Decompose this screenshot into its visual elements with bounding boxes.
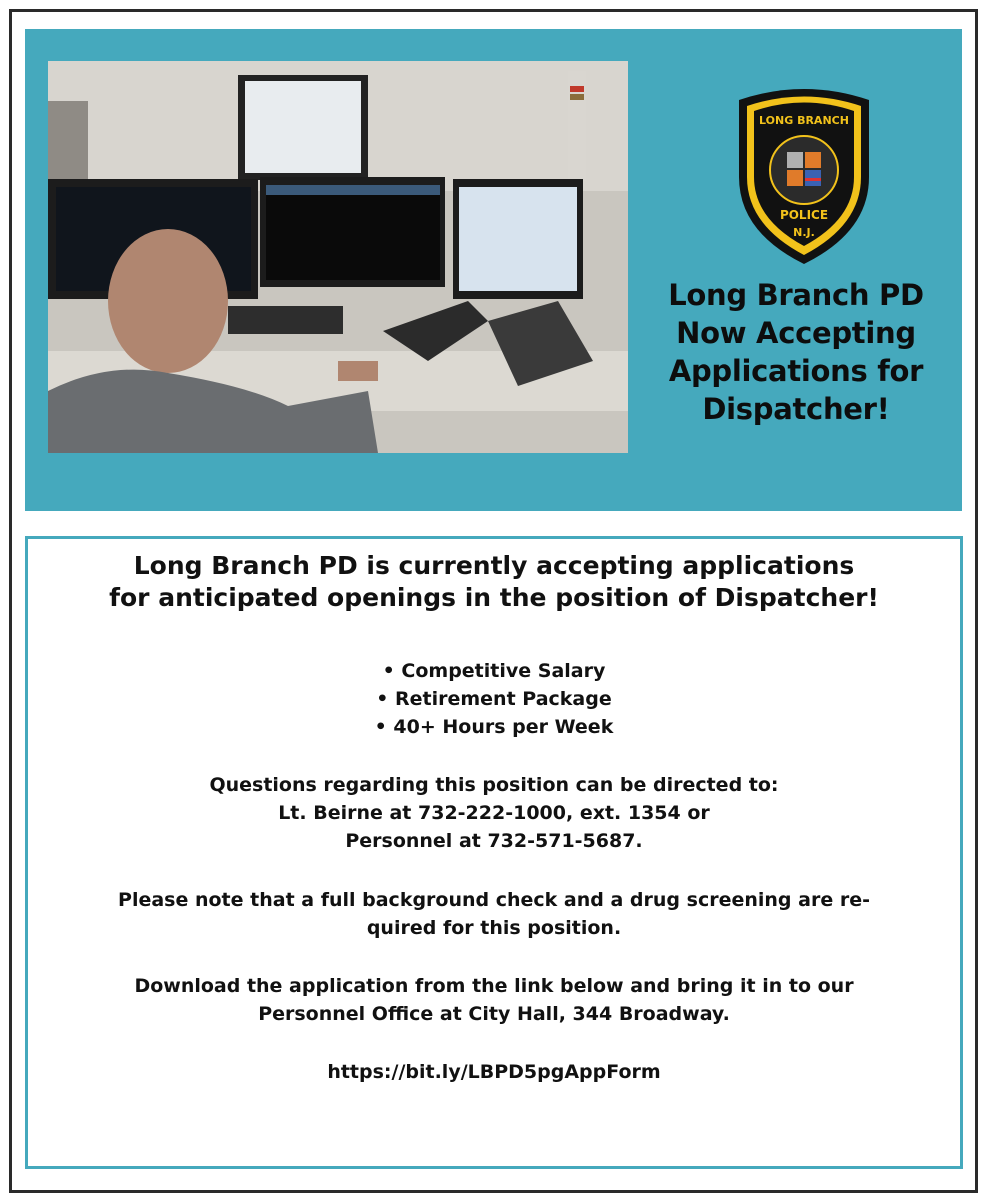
questions-line: Personnel at 732-571-5687. — [345, 830, 643, 852]
questions-line: Lt. Beirne at 732-222-1000, ext. 1354 or — [278, 802, 710, 824]
headline-line: Long Branch PD — [668, 278, 924, 312]
dispatcher-illustration — [48, 61, 628, 453]
headline-line: Now Accepting — [676, 316, 916, 350]
benefit-item: • Retirement Package — [376, 688, 612, 710]
badge-bottom-text: N.J. — [793, 226, 815, 239]
benefit-item: • 40+ Hours per Week — [374, 716, 614, 738]
shield-icon — [729, 82, 879, 267]
download-line: Personnel Office at City Hall, 344 Broadway. — [258, 1003, 730, 1025]
badge-middle-text: POLICE — [779, 208, 829, 222]
intro-line: Long Branch PD is currently accepting applications — [133, 551, 855, 580]
dispatcher-photo — [48, 61, 628, 453]
questions-line: Questions regarding this position can be directed to: — [209, 774, 779, 796]
intro-text — [28, 550, 960, 614]
headline-line: Dispatcher! — [702, 392, 890, 426]
application-link-text[interactable]: https://bit.ly/LBPD5pgAppForm — [327, 1061, 661, 1083]
badge-top-text: LONG BRANCH — [759, 114, 849, 127]
note-line: Please note that a full background check and a drug screening are re- — [118, 889, 870, 911]
benefit-item: • Competitive Salary — [382, 660, 606, 682]
headline-line: Applications for — [668, 354, 924, 388]
download-text — [28, 972, 960, 1028]
intro-line: for anticipated openings in the position of Dispatcher! — [109, 583, 879, 612]
banner-headline — [631, 276, 961, 428]
note-line: quired for this position. — [366, 917, 622, 939]
benefits-list — [28, 657, 960, 741]
note-text — [28, 886, 960, 942]
application-link[interactable] — [28, 1058, 960, 1086]
download-line: Download the application from the link below and bring it in to our — [134, 975, 854, 997]
info-panel — [25, 536, 963, 1169]
questions-text — [28, 771, 960, 855]
police-badge-logo — [729, 82, 879, 267]
hero-banner — [25, 29, 962, 511]
